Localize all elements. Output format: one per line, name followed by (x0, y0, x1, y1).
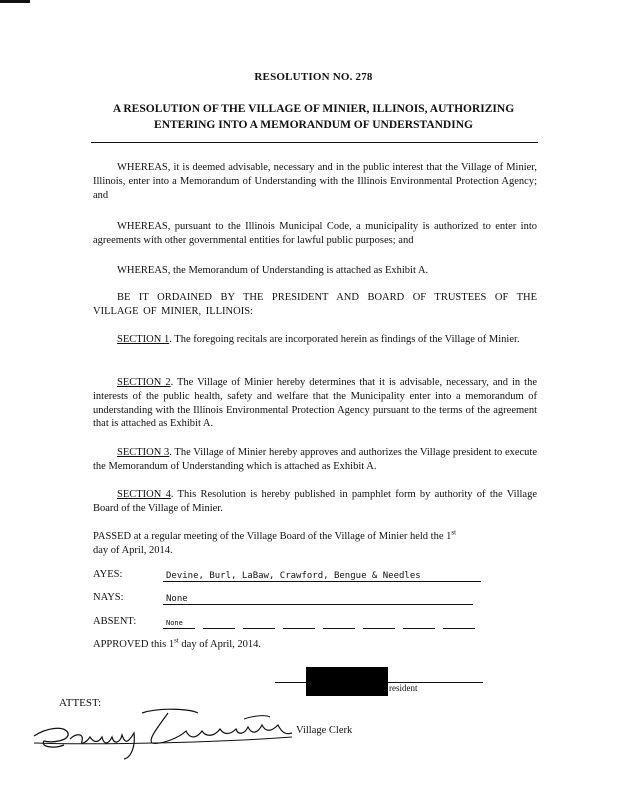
section-2-paragraph (93, 376, 537, 431)
absent-line (163, 628, 483, 629)
nays-label: NAYS: (93, 592, 124, 603)
ayes-value: Devine, Burl, LaBaw, Crawford, Bengue & Needles (166, 571, 421, 581)
whereas-paragraph-2: WHEREAS, pursuant to the Illinois Municipal Code, a municipality is authorized to enter into agreements with other governmental entities for lawful public purposes; and (93, 221, 537, 246)
clerk-role: Village Clerk (296, 725, 353, 736)
president-role: resident (389, 683, 418, 693)
section-2-label: SECTION 2 (117, 377, 171, 388)
passed-date: day of April, 2014. (93, 544, 173, 556)
resolution-subtitle (0, 101, 627, 133)
section-4-paragraph (93, 488, 537, 516)
section-3-paragraph (93, 446, 537, 474)
approved-date: day of April, 2014. (178, 639, 262, 650)
whereas-paragraph-1: WHEREAS, it is deemed advisable, necessary and in the public interest that the Village of Minier, Illinois, enter into a Memorandum of Understanding with the Illinois Environmental Protection Agency; and (93, 162, 537, 201)
section-4-label: SECTION 4 (117, 489, 171, 500)
section-2-text: . The Village of Minier hereby determines that it is advisable, necessary, and in the interests of the public health, safety and welfare that the Municipality enter into a memorandum of understanding with the Illinois Environmental Protection Agency pursuant to the terms of the agreement that is attached as Exhibit A. (93, 377, 537, 430)
clerk-signature (30, 703, 295, 763)
section-3-text: . The Village of Minier hereby approves and authorizes the Village president to execute the Memorandum of Understanding which is attached as Exhibit A. (93, 447, 537, 472)
passed-ordinal: st (451, 528, 457, 537)
ordained-paragraph: BE IT ORDAINED BY THE PRESIDENT AND BOARD OF TRUSTEES OF THE VILLAGE OF MINIER, ILLINOIS: (93, 292, 537, 317)
title-divider (91, 142, 538, 143)
absent-label: ABSENT: (93, 616, 137, 627)
passed-text: PASSED at a regular meeting of the Village Board of the Village of Minier held the 1 (93, 531, 452, 542)
section-1-paragraph (93, 333, 537, 347)
nays-value: None (166, 594, 188, 604)
whereas-paragraph-3: WHEREAS, the Memorandum of Understanding is attached as Exhibit A. (117, 265, 429, 276)
section-4-text: . This Resolution is hereby published in pamphlet form by authority of the Village Board of the Village of Minier. (93, 489, 537, 514)
approved-paragraph (93, 638, 393, 652)
approved-text: APPROVED this 1 (93, 639, 175, 650)
approved-ordinal: st (174, 636, 179, 645)
section-3-label: SECTION 3 (117, 447, 170, 458)
ayes-line (163, 581, 481, 582)
section-1-label: SECTION 1 (117, 334, 170, 345)
passed-paragraph (93, 530, 513, 558)
subtitle-line-1: A RESOLUTION OF THE VILLAGE OF MINIER, ILLINOIS, AUTHORIZING (112, 103, 515, 115)
subtitle-line-2: ENTERING INTO A MEMORANDUM OF UNDERSTANDING (154, 119, 473, 131)
resolution-title: RESOLUTION NO. 278 (254, 71, 373, 83)
redacted-signature (306, 667, 388, 696)
scan-corner-mark (0, 0, 30, 3)
ayes-label: AYES: (93, 569, 123, 580)
nays-line (163, 604, 473, 605)
section-1-text: . The foregoing recitals are incorporated herein as findings of the Village of Minier. (169, 334, 520, 345)
absent-value: None (166, 619, 183, 627)
attest-label: ATTEST: (59, 697, 102, 709)
